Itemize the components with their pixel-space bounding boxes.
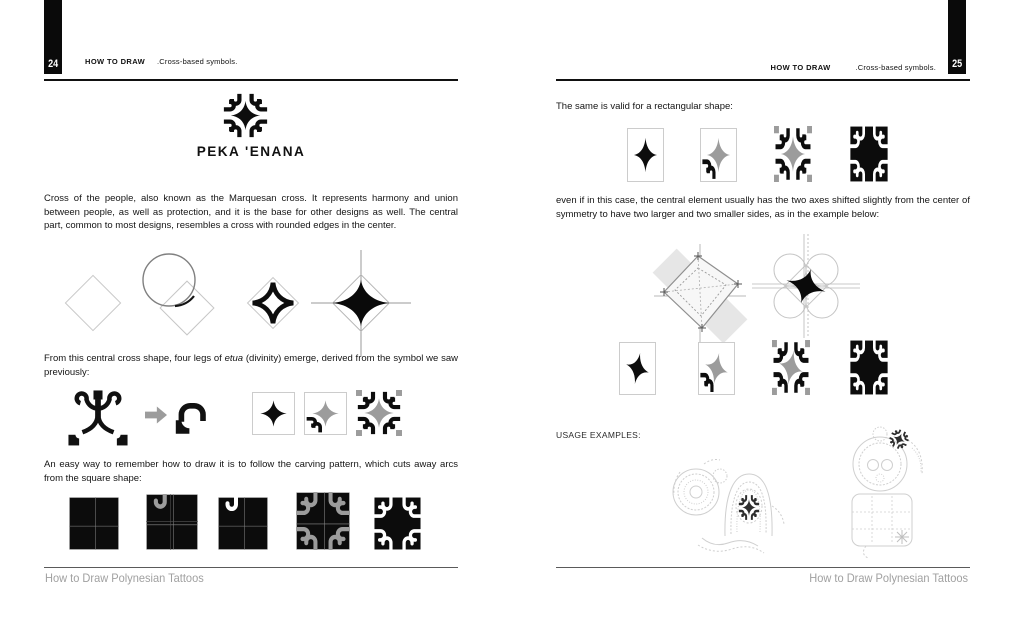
carving-step-5-icon <box>374 497 421 550</box>
carving-step-2-icon <box>146 494 198 550</box>
header-section: .Cross-based symbols. <box>157 57 238 66</box>
final-carved-rect-icon <box>850 126 888 182</box>
footer-title-left: How to Draw Polynesian Tattoos <box>45 571 204 585</box>
skewed-gray-star-hook-box-icon <box>698 342 735 395</box>
skewed-final-carved-icon <box>850 340 888 395</box>
black-star-rect-icon <box>627 128 664 182</box>
header-rule-left <box>44 79 458 81</box>
tattoo-2-dark-cross-icon <box>887 427 911 451</box>
star-with-crosshairs-icon <box>305 250 417 356</box>
paragraph-2-post: (divinity) emerge, derived from the symbol we saw previously: <box>44 353 458 378</box>
right-paragraph-1: The same is valid for a rectangular shape: <box>556 101 733 112</box>
footer-rule-right <box>556 567 970 568</box>
footer-title-right: How to Draw Polynesian Tattoos <box>809 571 968 585</box>
full-symbol-gray-rect-icon <box>774 126 812 182</box>
carving-step-3-icon <box>218 497 268 550</box>
paragraph-3: An easy way to remember how to draw it is to follow the carving pattern, which cuts away arcs from the square shape: <box>44 459 458 484</box>
right-paragraph-2: even if in this case, the central element usually has the two axes shifted slightly from the center of symmetry to have two larger and two smaller sides, as in the example below: <box>556 195 970 220</box>
gray-star-hook-rect-icon <box>700 128 737 182</box>
page-number: 25 <box>951 58 963 70</box>
usage-examples-label: USAGE EXAMPLES: <box>556 430 641 440</box>
black-star-box-icon <box>252 392 295 435</box>
page-number: 24 <box>47 58 59 70</box>
skewed-star-box-icon <box>619 342 656 395</box>
footer-rule-left <box>44 567 458 568</box>
arrow-right-icon <box>143 404 169 426</box>
header-brand: HOW TO DRAW <box>770 63 831 72</box>
four-circles-construction-icon <box>748 232 864 342</box>
full-symbol-gray-icon <box>356 390 402 436</box>
etua-icon <box>56 388 140 452</box>
gray-star-hook-box-icon <box>304 392 347 435</box>
carving-step-4-icon <box>296 492 350 550</box>
tattoo-example-2 <box>838 422 930 560</box>
header-rule-right <box>556 79 970 81</box>
paragraph-2-pre: From this central cross shape, four legs of <box>44 353 225 364</box>
header-section: .Cross-based symbols. <box>855 63 936 72</box>
paragraph-2-italic: etua <box>224 353 244 364</box>
circle-over-diamond-icon <box>130 250 226 346</box>
page-number-tab-right <box>948 0 966 74</box>
header-brand: HOW TO DRAW <box>85 57 146 66</box>
skewed-diamond-construction-icon <box>640 240 760 352</box>
marquesan-cross-symbol <box>222 92 269 139</box>
page-number-tab-left <box>44 0 62 74</box>
tattoo-example-1 <box>668 446 800 558</box>
skewed-full-symbol-gray-icon <box>772 340 810 395</box>
tattoo-1-dark-cross-icon <box>739 495 759 520</box>
paragraph-1: Cross of the people, also known as the Marquesan cross. It represents harmony and union between people, as well as protection, and it is the base for other designs as well. The central part, common to most designs, resembles a cross with rounded edges in the center. <box>44 193 458 231</box>
carving-step-1-icon <box>69 497 119 550</box>
header-right <box>556 57 936 75</box>
page-title: PEKA 'ENANA <box>196 143 306 159</box>
leg-hook-icon <box>170 397 212 437</box>
star-outline-in-diamond-icon <box>237 267 309 339</box>
diamond-outline-icon <box>64 274 122 332</box>
paragraph-2 <box>44 352 458 379</box>
